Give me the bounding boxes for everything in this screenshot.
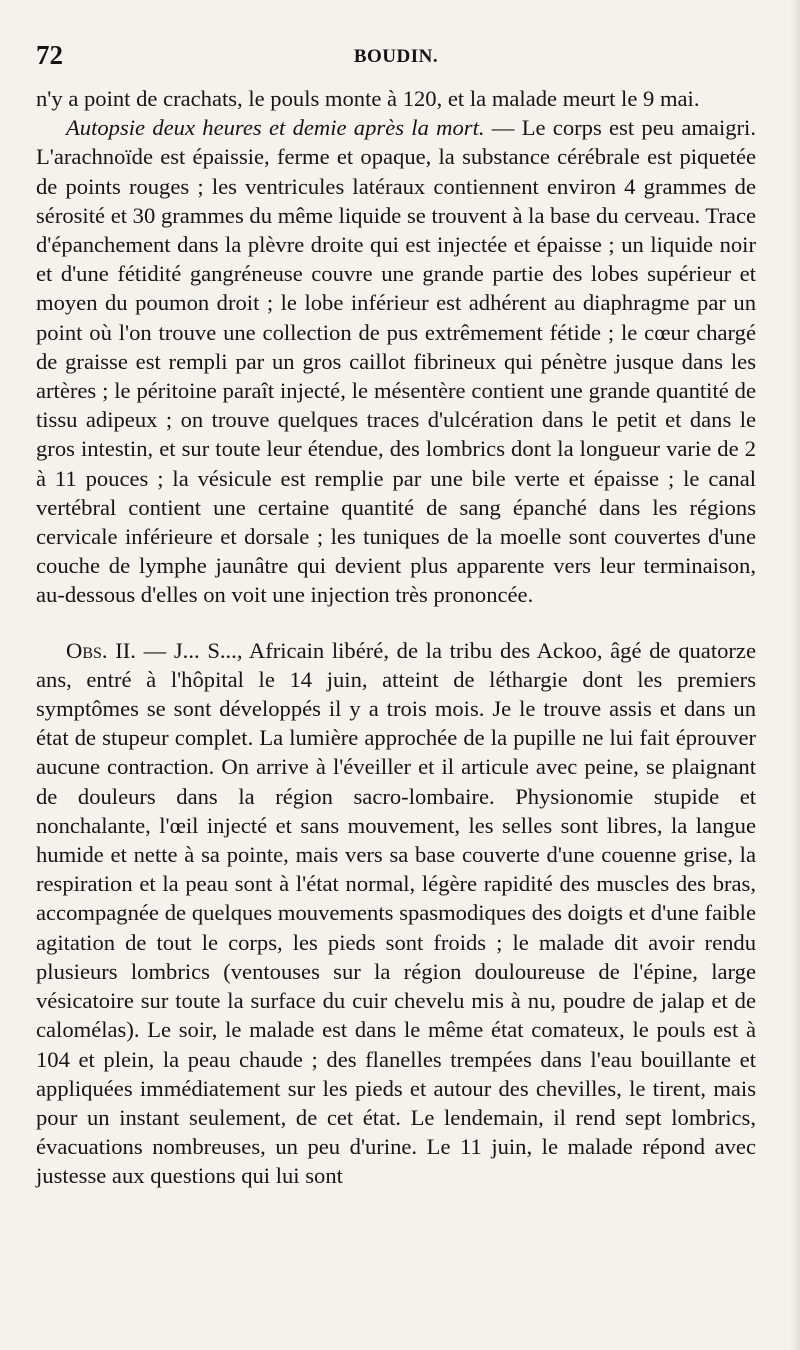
text-run: — J... S..., Africain libéré, de la tribu des Ackoo, âgé de quatorze ans, entré à l'hôpital le 14 juin, atteint de léthargie dont les premiers symptômes se sont développés il y a trois mois. Je le trouve assis et dans un état de stupeur complet. La lumière approchée de la pupille ne lui fait éprouver aucune contraction. On arrive à l'éveiller et il articule avec peine, se plaignant de douleurs dans la région sacro-lombaire. Physionomie stupide et nonchalante, l'œil injecté et sans mouvement, les selles sont libres, la langue humide et nette à sa pointe, mais vers sa base couverte d'une couenne grise, la respiration et la peau sont à l'état normal, légère rapidité des muscles des bras, accompagnée de quelques mouvements spasmodiques des doigts et d'une faible agitation de tout le corps, les pieds sont froids ; le malade dit avoir rendu plusieurs lombrics (ventouses sur la région douloureuse de l'épine, large vésicatoire sur toute la surface du cuir chevelu mis à nu, poudre de jalap et de calomélas). Le soir, le malade est dans le même état comateux, le pouls est à 104 et plein, la peau chaude ; des flanelles trempées dans l'eau bouillante et appliquées immédiatement sur les pieds et autour des chevilles, le tirent, mais pour un instant seulement, de cet état. Le lendemain, il rend sept lombrics, évacuations nombreuses, un peu d'urine. Le 11 juin, le malade répond avec justesse aux questions qui lui sont bbox=[36, 637, 756, 1189]
paragraph-gap bbox=[36, 610, 756, 636]
paragraph-continuation bbox=[36, 84, 756, 113]
paragraph-autopsy bbox=[36, 113, 756, 609]
autopsy-heading: Autopsie deux heures et demie après la mort. bbox=[66, 115, 485, 141]
running-head: BOUDIN. bbox=[353, 46, 439, 67]
text-run: — Le corps est peu amaigri. L'arachnoïde est épaissie, ferme et opaque, la substance cérébrale est piquetée de points rouges ; les ventricules latéraux contiennent environ 4 grammes de sérosité et 30 grammes du même liquide se trouvent à la base du cerveau. Trace d'épanchement dans la plèvre droite qui est injectée et épaisse ; un liquide noir et d'une fétidité gangréneuse couvre une grande partie des lobes supérieur et moyen du poumon droit ; le lobe inférieur est adhérent au diaphragme par un point où l'on trouve une collection de pus extrêmement fétide ; le cœur chargé de graisse est rempli par un gros caillot fibrineux qui pénètre jusque dans les artères ; le péritoine paraît injecté, le mésentère contient une grande quantité de tissu adipeux ; on trouve quelques traces d'ulcération dans le petit et dans le gros intestin, et sur toute leur étendue, des lombrics dont la longueur varie de 2 à 11 pouces ; la vésicule est remplie par une bile verte et épaisse ; le canal vertébral contient une certaine quantité de sang épanché dans les régions cervicale inférieure et dorsale ; les tuniques de la moelle sont couvertes d'une couche de lymphe jaunâtre qui devient plus apparente vers leur terminaison, au-dessous d'elles on voit une injection très prononcée. bbox=[36, 115, 756, 608]
observation-label: Obs. II. bbox=[66, 637, 136, 663]
paragraph-observation-2 bbox=[36, 636, 756, 1191]
page-number: 72 bbox=[36, 40, 63, 70]
page-header bbox=[36, 40, 756, 84]
text-run: n'y a point de crachats, le pouls monte à 120, et la malade meurt le 9 mai. bbox=[36, 86, 700, 111]
page-edge-shadow bbox=[790, 0, 800, 1350]
